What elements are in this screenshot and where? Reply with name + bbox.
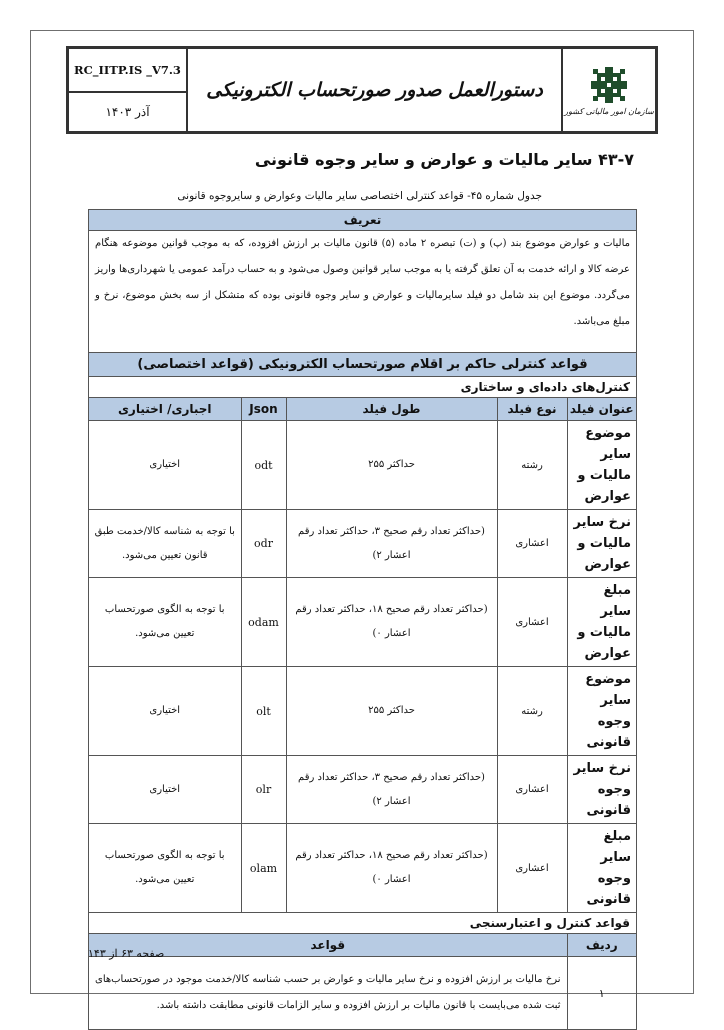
field-length: حداکثر ۲۵۵	[286, 421, 497, 510]
section-title: ۴۳-۷ سایر مالیات و عوارض و سایر وجوه قانونی	[254, 150, 634, 169]
field-required: با توجه به شناسه کالا/خدمت طبق قانون تعیین می‌شود.	[89, 510, 241, 578]
table-row	[89, 824, 636, 913]
field-length: (حداکثر تعداد رقم صحیح ۱۸، حداکثر تعداد رقم اعشار ۰)	[286, 824, 497, 913]
field-json: odr	[241, 510, 286, 578]
document-header	[66, 46, 658, 134]
field-required: با توجه به الگوی صورتحساب تعیین می‌شود.	[89, 578, 241, 667]
rule-text: نرخ مالیات بر ارزش افزوده و نرخ سایر مالیات و عوارض بر حسب شناسه کالا/خدمت موجود در صورتحساب‌های ثبت شده می‌بایست با قانون مالیات بر ارزش افزوده و سایر الزامات قانونی مطابقت داشته باشد.	[89, 957, 567, 1030]
field-name: مبلغ سایر وجوه قانونی	[567, 824, 636, 913]
document-title: دستورالعمل صدور صورتحساب الکترونیکی	[206, 79, 543, 101]
document-date: آذر ۱۴۰۳	[105, 105, 150, 119]
organization-logo	[561, 49, 655, 131]
table-row	[89, 667, 636, 756]
field-length: (حداکثر تعداد رقم صحیح ۳، حداکثر تعداد رقم اعشار ۲)	[286, 510, 497, 578]
field-name: نرخ سایر مالیات و عوارض	[567, 510, 636, 578]
field-name: مبلغ سایر مالیات و عوارض	[567, 578, 636, 667]
field-type: رشته	[497, 667, 567, 756]
field-type: اعشاری	[497, 578, 567, 667]
field-length: حداکثر ۲۵۵	[286, 667, 497, 756]
document-code: RC_IITP.IS _V7.3	[69, 49, 186, 93]
rules-header-row	[89, 934, 636, 957]
validation-heading: قواعد کنترل و اعتبارسنجی	[89, 913, 636, 934]
col-header-required: اجباری/ اختیاری	[89, 398, 241, 421]
page-number: صفحه ۶۳ از ۱۴۳	[88, 947, 165, 960]
logo-caption: سازمان امور مالیاتی کشور	[564, 106, 654, 116]
fields-header-row	[89, 398, 636, 421]
table-row	[89, 510, 636, 578]
definition-text: مالیات و عوارض موضوع بند (پ) و (ت) تبصره ۲ ماده (۵) قانون مالیات بر ارزش افزوده، که به موجب قوانین موضوعه هنگام عرضه کالا و ارائه خدمت به آن تعلق گرفته یا به موجب سایر قوانین وصول می‌شود و به حساب درآمد عمومی یا شهرداری‌ها واریز می‌گردد. موضوع این بند شامل دو فیلد سایرمالیات و عوارض و سایر وجوه قانونی بوده که متشکل از سه بخش موضوع، نرخ و مبلغ می‌باشد.	[89, 231, 636, 353]
col-header-index: ردیف	[567, 934, 636, 957]
field-json: olr	[241, 756, 286, 824]
table-row	[89, 756, 636, 824]
field-name: موضوع سایر مالیات و عوارض	[567, 421, 636, 510]
col-header-length: طول فیلد	[286, 398, 497, 421]
table-row	[89, 578, 636, 667]
field-json: olt	[241, 667, 286, 756]
field-required: اختیاری	[89, 667, 241, 756]
emblem-icon	[589, 65, 629, 105]
field-type: اعشاری	[497, 510, 567, 578]
header-meta	[69, 49, 188, 131]
field-name: نرخ سایر وجوه قانونی	[567, 756, 636, 824]
fields-table	[89, 398, 636, 913]
table-caption: جدول شماره ۴۵- قواعد کنترلی اختصاصی سایر مالیات وعوارض و سایروجوه قانونی	[177, 190, 542, 202]
field-type: رشته	[497, 421, 567, 510]
col-header-json: Json	[241, 398, 286, 421]
field-json: odam	[241, 578, 286, 667]
table-row	[89, 957, 636, 1030]
field-name: موضوع سایر وجوه قانونی	[567, 667, 636, 756]
field-type: اعشاری	[497, 756, 567, 824]
field-required: اختیاری	[89, 756, 241, 824]
col-header-name: عنوان فیلد	[567, 398, 636, 421]
rule-index: ۱	[567, 957, 636, 1030]
field-type: اعشاری	[497, 824, 567, 913]
field-required: اختیاری	[89, 421, 241, 510]
rules-heading: قواعد کنترلی حاکم بر اقلام صورتحساب الکترونیکی (قواعد اختصاصی)	[89, 353, 636, 377]
col-header-rules: قواعد	[89, 934, 567, 957]
field-json: odt	[241, 421, 286, 510]
rules-table-container	[88, 209, 637, 1030]
data-controls-heading: کنترل‌های داده‌ای و ساختاری	[89, 377, 636, 398]
validation-rules-table	[89, 934, 636, 1029]
definition-heading: تعریف	[89, 210, 636, 231]
field-length: (حداکثر تعداد رقم صحیح ۳، حداکثر تعداد رقم اعشار ۲)	[286, 756, 497, 824]
col-header-type: نوع فیلد	[497, 398, 567, 421]
field-length: (حداکثر تعداد رقم صحیح ۱۸، حداکثر تعداد رقم اعشار ۰)	[286, 578, 497, 667]
field-json: olam	[241, 824, 286, 913]
field-required: با توجه به الگوی صورتحساب تعیین می‌شود.	[89, 824, 241, 913]
table-row	[89, 421, 636, 510]
